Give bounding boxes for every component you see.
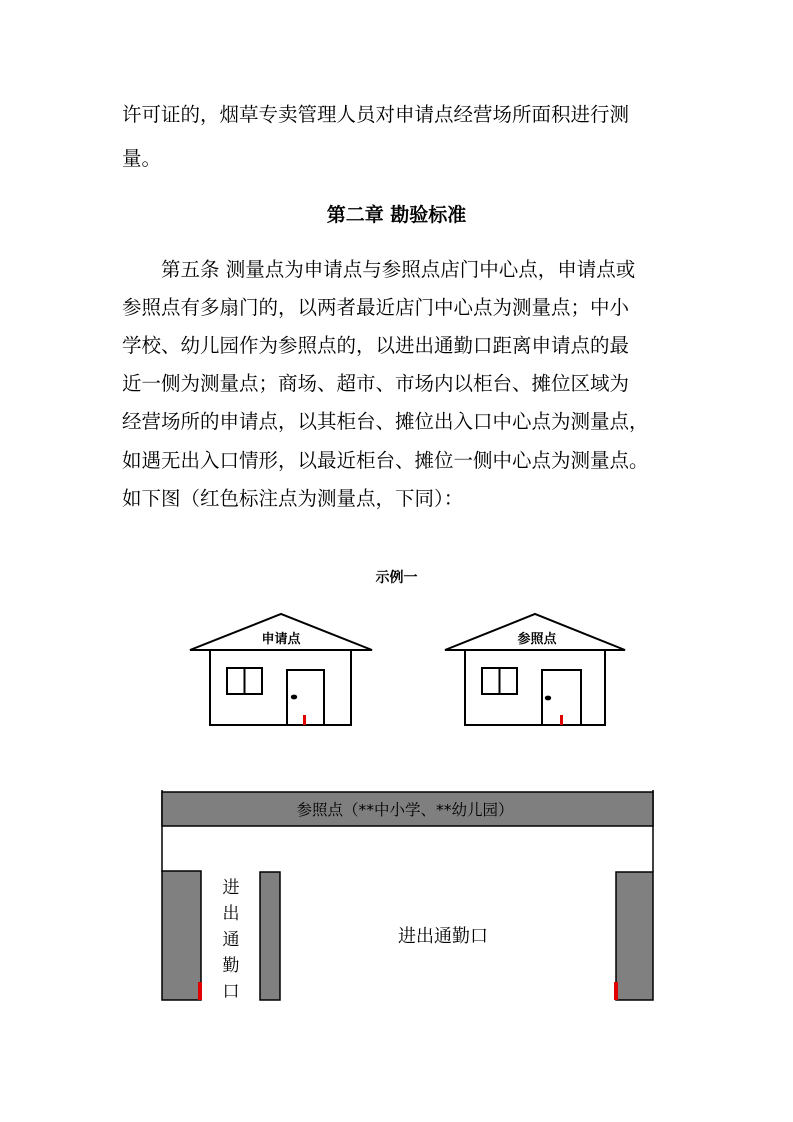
- svg-text:口: 口: [222, 982, 240, 1002]
- article-line: 参照点有多扇门的，以两者最近店门中心点为测量点；中小: [122, 296, 630, 319]
- svg-text:出: 出: [222, 904, 240, 924]
- article-line: 如遇无出入口情形，以最近柜台、摊位一侧中心点为测量点。: [122, 449, 649, 472]
- body-text-line: 量。: [122, 147, 162, 170]
- gate-pillar-left: [162, 871, 201, 1000]
- figure-title: 示例一: [375, 570, 418, 586]
- reference-bar-label: 参照点（**中小学、**幼儿园）: [296, 801, 514, 819]
- svg-text:通: 通: [222, 930, 240, 950]
- gate-pillar-inner: [260, 872, 280, 1000]
- measurement-point-marker: [303, 715, 306, 725]
- house-applicant: [190, 614, 372, 725]
- article-line: 学校、幼儿园作为参照点的，以进出通勤口距离申请点的最: [122, 334, 630, 357]
- house-applicant-label: 申请点: [261, 632, 301, 647]
- article-line: 近一侧为测量点；商场、超市、市场内以柜台、摊位区域为: [122, 372, 630, 395]
- measurement-point-marker: [614, 982, 618, 1000]
- svg-text:进: 进: [222, 878, 240, 898]
- chapter-heading: 第二章 勘验标准: [326, 204, 467, 226]
- side-gate-label: [223, 878, 240, 1002]
- school-gate: [162, 790, 653, 1002]
- svg-text:勤: 勤: [222, 956, 240, 976]
- article-line: 如下图（红色标注点为测量点，下同）：: [122, 487, 464, 510]
- door-knob: [291, 695, 297, 700]
- house-reference: [445, 614, 625, 725]
- article-line: 经营场所的申请点，以其柜台、摊位出入口中心点为测量点，: [122, 410, 649, 433]
- article-line: 第五条 测量点为申请点与参照点店门中心点，申请点或: [161, 258, 636, 281]
- main-gate-label: 进出通勤口: [398, 926, 488, 947]
- door-knob: [545, 696, 551, 701]
- measurement-point-marker: [198, 982, 202, 1000]
- gate-pillar-right: [616, 872, 653, 1000]
- body-text-line: 许可证的，烟草专卖管理人员对申请点经营场所面积进行测: [122, 103, 630, 126]
- measurement-point-marker: [560, 715, 563, 725]
- house-reference-label: 参照点: [517, 632, 557, 647]
